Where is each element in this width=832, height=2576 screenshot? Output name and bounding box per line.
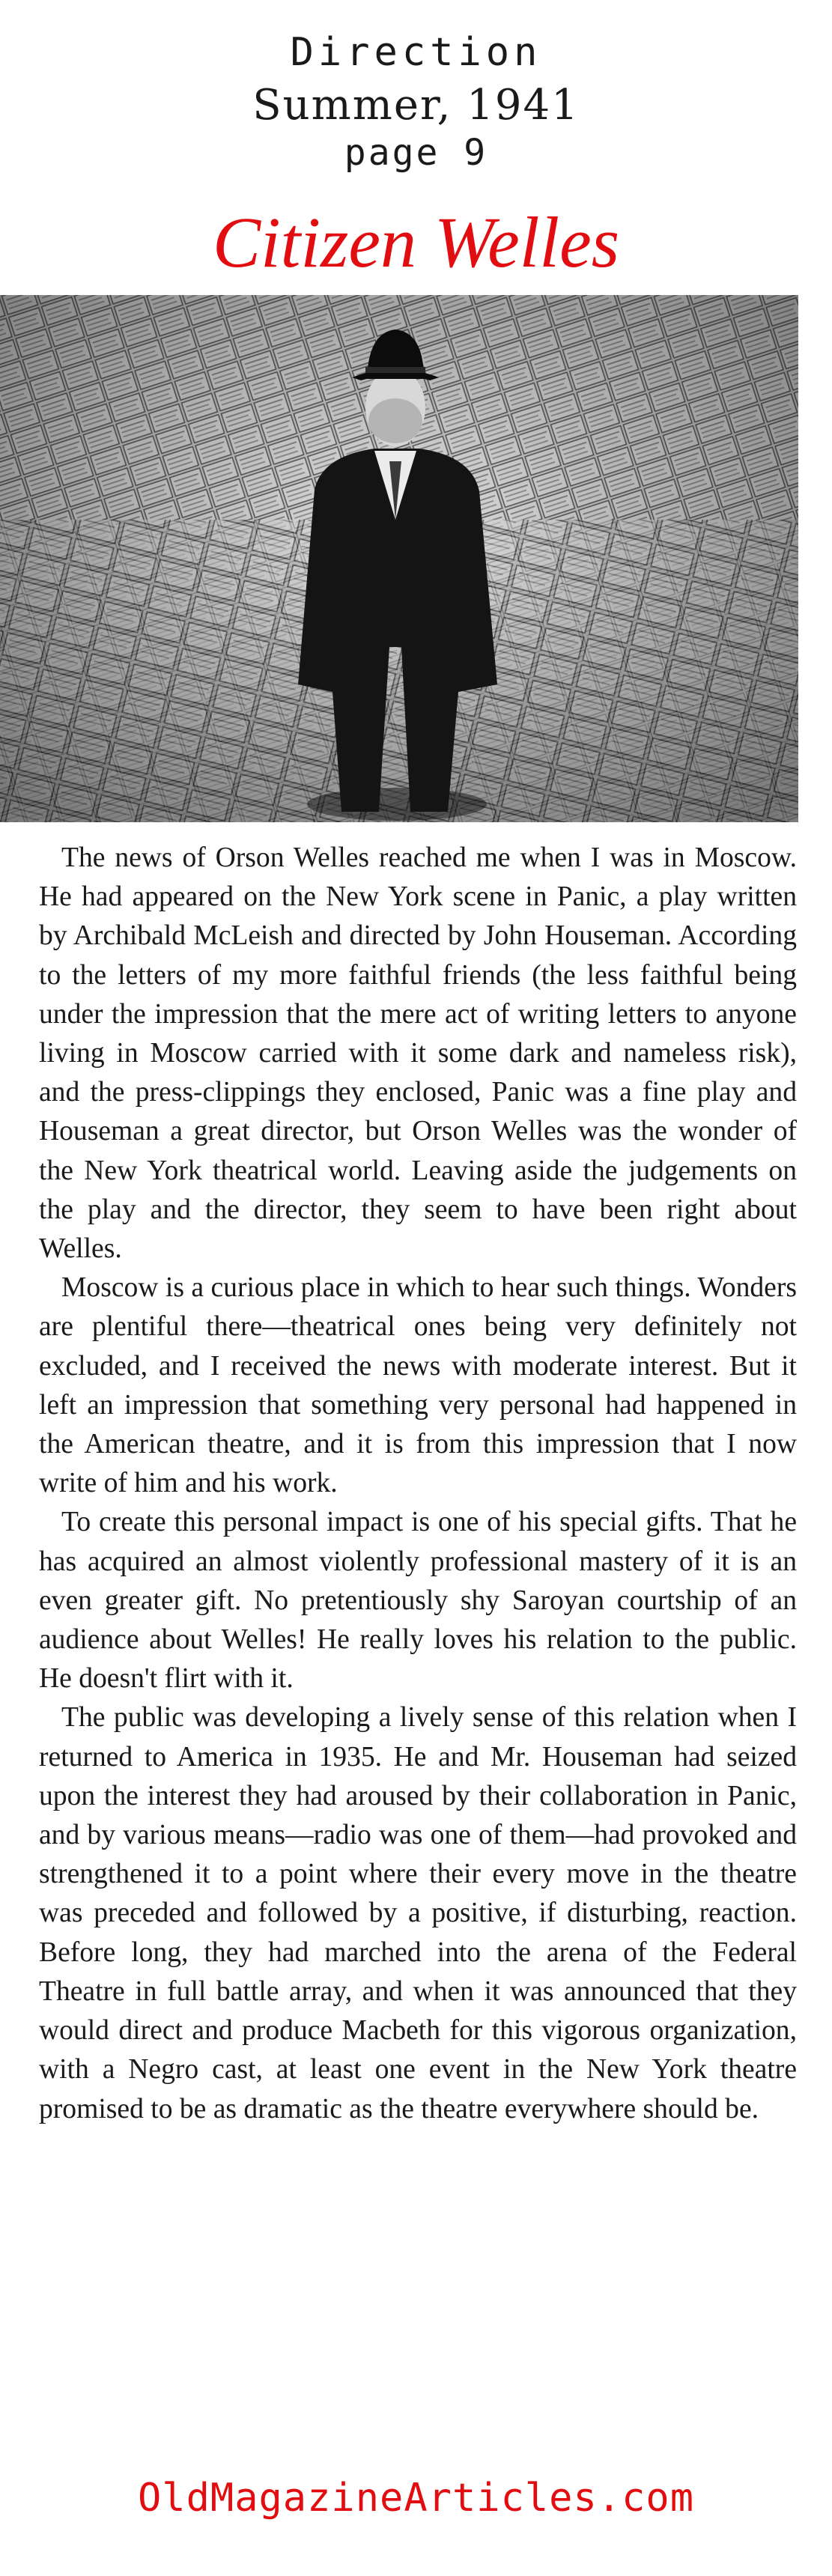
- page-number: page 9: [344, 132, 488, 174]
- site-watermark[interactable]: OldMagazineArticles.com: [137, 2476, 695, 2521]
- article-body: [39, 839, 797, 2129]
- article-title: Citizen Welles: [212, 202, 620, 282]
- article-paragraph: Moscow is a curious place in which to hear such things. Wonders are plentiful there—theatrical ones being very definitely not excluded, and I received the news with moderate interest. But it left an impression that something very personal had happened in the American theatre, and it is from this impression that I now write of him and his work.: [39, 1272, 797, 1499]
- article-paragraph: The news of Orson Welles reached me when I was in Moscow. He had appeared on the New York scene in Panic, a play written by Archibald McLeish and directed by John Houseman. According to the letters of my more faithful friends (the less faithful being under the impression that the mere act of writing letters to anyone living in Moscow carried with it some dark and nameless risk), and the press-clippings they enclosed, Panic was a fine play and Houseman a great director, but Orson Welles was the wonder of the New York theatrical world. Leaving aside the judgements on the play and the director, they seem to have been right about Welles.: [39, 842, 797, 1265]
- publication-name: Direction: [290, 30, 542, 75]
- newspaper-pile-photo: [0, 295, 798, 822]
- article-photo: [0, 295, 798, 822]
- article-paragraph: To create this personal impact is one of his special gifts. That he has acquired an almost violently professional mastery of it is an even greater gift. No pretentiously shy Saroyan courtship of an audience about Welles! He really loves his relation to the public. He doesn't flirt with it.: [39, 1507, 797, 1695]
- article-paragraph: The public was developing a lively sense of this relation when I returned to America in 1935. He and Mr. Houseman had seized upon the interest they had aroused by their collaboration in Panic, and by various means—radio was one of them—had provoked and strengthened it to a point where their every move in the theatre was preceded and followed by a positive, if disturbing, reaction. Before long, they had marched into the arena of the Federal Theatre in full battle array, and when it was announced that they would direct and produce Macbeth for this vigorous organization, with a Negro cast, at least one event in the New York theatre promised to be as dramatic as the theatre everywhere should be.: [39, 1702, 797, 2124]
- issue-date: Summer, 1941: [252, 81, 580, 130]
